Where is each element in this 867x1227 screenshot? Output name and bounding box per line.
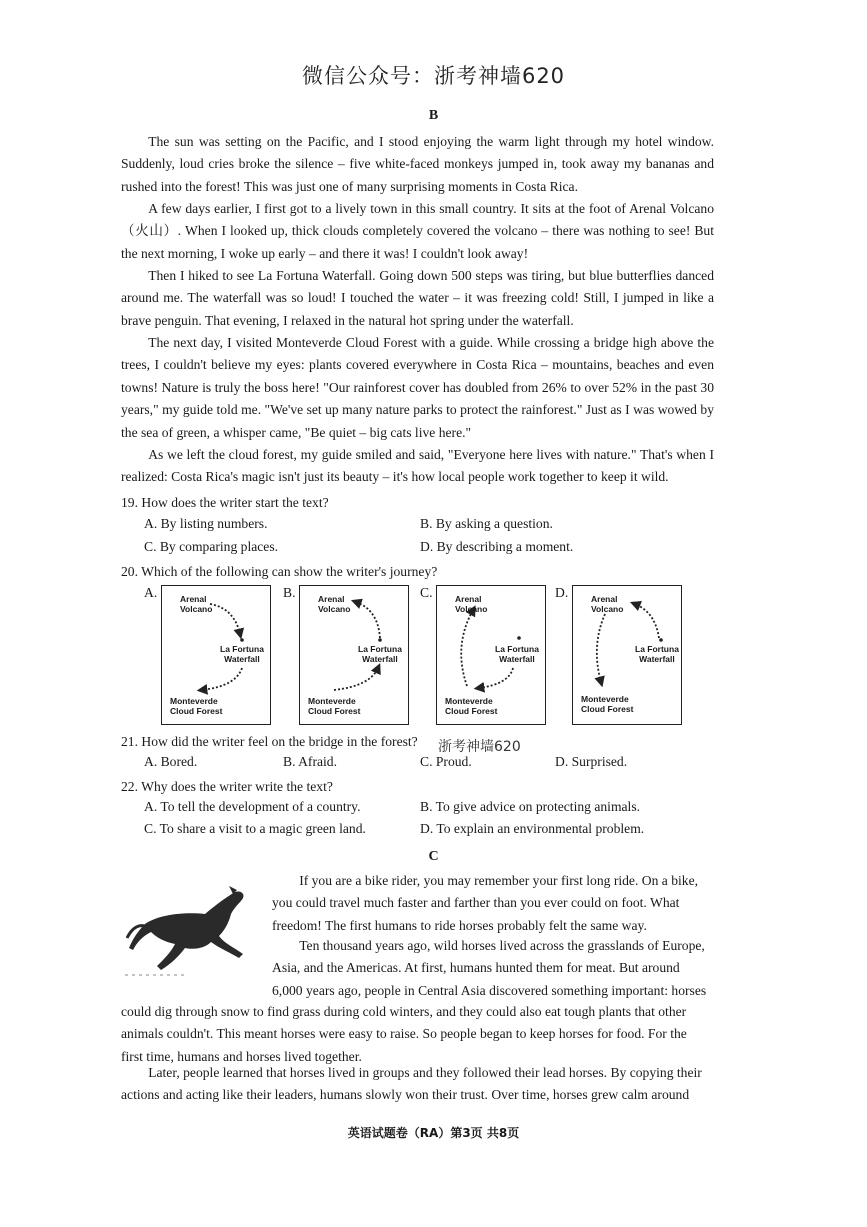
label-monteverde: Monteverde Cloud Forest [170, 696, 223, 716]
watermark-inline: 浙考神墙620 [438, 739, 521, 755]
q19-option-d[interactable]: D. By describing a moment. [420, 539, 574, 554]
q22-option-a[interactable]: A. To tell the development of a country. [144, 799, 361, 814]
section-c-label: C [428, 849, 439, 864]
q20-option-d-letter[interactable]: D. [555, 585, 569, 600]
q20-option-a-letter[interactable]: A. [144, 585, 158, 600]
paragraph-c3: Later, people learned that horses lived in groups and they followed their lead horses. By copying their actions and acting like their leaders, humans slowly won their trust. Over time, horses grew calm around [121, 1065, 702, 1103]
paragraph-b2: A few days earlier, I first got to a lively town in this small country. It sits at the foot of Arenal Volcano（火山）. When I looked up, thick clouds completely covered the volcano – there was nothing to see! But the next morning, I woke up early – and there it was! I couldn't look away! [121, 201, 714, 261]
horse-illustration [125, 884, 265, 979]
paragraph-b1: The sun was setting on the Pacific, and I stood enjoying the warm light through my hotel window. Suddenly, loud cries broke the silence – five white-faced monkeys jumped in, took away my bananas and rushed into the forest! This was just one of many surprising moments in Costa Rica. [121, 134, 714, 194]
q20-option-b-letter[interactable]: B. [283, 585, 296, 600]
page-footer: 英语试题卷（RA）第3页 共8页 [347, 1126, 520, 1140]
section-b-label: B [428, 108, 439, 123]
journey-map-a[interactable] [161, 585, 271, 725]
q22-option-b[interactable]: B. To give advice on protecting animals. [420, 799, 641, 814]
paragraph-c1: If you are a bike rider, you may remember your first long ride. On a bike, you could travel much faster and farther than you ever could on foot. What freedom! The first humans to ride horses probably felt the same way. [272, 873, 699, 933]
label-arenal: Arenal Volcano [455, 594, 488, 614]
paragraph-b4: The next day, I visited Monteverde Cloud Forest with a guide. While crossing a bridge high above the trees, I couldn't believe my eyes: plants covered everywhere in Costa Rica – mountains, beaches and even towns! Nature is truly the boss here! "Our rainforest cover has doubled from 26% to over 52% in the past 30 years," my guide told me. "We've set up many nature parks to protect the rainforest." Just as I was wowed by the sea of green, a whisper came, "Be quiet – big cats live here." [121, 335, 714, 440]
label-monteverde: Monteverde Cloud Forest [308, 696, 361, 716]
journey-map-b[interactable] [299, 585, 409, 725]
q21-option-a[interactable]: A. Bored. [144, 754, 198, 769]
watermark-header: 微信公众号：浙考神墙620 [301, 64, 566, 88]
q21-option-d[interactable]: D. Surprised. [555, 754, 628, 769]
q22-option-c[interactable]: C. To share a visit to a magic green land. [144, 821, 366, 836]
label-fortuna: La Fortuna Waterfall [220, 644, 264, 664]
q20-option-c-letter[interactable]: C. [420, 585, 433, 600]
q21-option-c[interactable]: C. Proud. [420, 754, 472, 769]
label-arenal: Arenal Volcano [591, 594, 624, 614]
question-20-stem: 20. Which of the following can show the writer's journey? [121, 564, 438, 579]
paragraph-b5: As we left the cloud forest, my guide smiled and said, "Everyone here lives with nature." That's when I realized: Costa Rica's magic isn't just its beauty – it's how local people work together to keep it wild. [121, 447, 714, 485]
q21-option-b[interactable]: B. Afraid. [283, 754, 337, 769]
q19-option-b[interactable]: B. By asking a question. [420, 516, 553, 531]
label-arenal: Arenal Volcano [318, 594, 351, 614]
journey-map-d[interactable] [572, 585, 682, 725]
label-arenal: Arenal Volcano [180, 594, 213, 614]
question-19-stem: 19. How does the writer start the text? [121, 495, 329, 510]
label-monteverde: Monteverde Cloud Forest [581, 694, 634, 714]
label-fortuna: La Fortuna Waterfall [635, 644, 679, 664]
q19-option-a[interactable]: A. By listing numbers. [144, 516, 268, 531]
question-21-stem: 21. How did the writer feel on the bridge in the forest? [121, 734, 418, 749]
paragraph-c2-wrapped: Ten thousand years ago, wild horses lived across the grasslands of Europe, Asia, and the Americas. At first, humans hunted them for meat. But around 6,000 years ago, people in Central Asia discovered something important: horses [272, 938, 707, 998]
paragraph-b3: Then I hiked to see La Fortuna Waterfall. Going down 500 steps was tiring, but blue butterflies danced around me. The waterfall was so loud! I touched the water – it was freezing cold! Still, I jumped in like a brave penguin. That evening, I relaxed in the natural hot spring under the waterfall. [121, 268, 714, 328]
label-fortuna: La Fortuna Waterfall [358, 644, 402, 664]
paragraph-c2-full: could dig through snow to find grass during cold winters, and they could also eat tough plants that other animals couldn't. This meant horses were easy to raise. So people began to keep horses for food. For the first time, humans and horses lived together. [121, 1004, 687, 1064]
question-22-stem: 22. Why does the writer write the text? [121, 779, 333, 794]
label-monteverde: Monteverde Cloud Forest [445, 696, 498, 716]
journey-map-c[interactable] [436, 585, 546, 725]
label-fortuna: La Fortuna Waterfall [495, 644, 539, 664]
q19-option-c[interactable]: C. By comparing places. [144, 539, 279, 554]
q22-option-d[interactable]: D. To explain an environmental problem. [420, 821, 645, 836]
